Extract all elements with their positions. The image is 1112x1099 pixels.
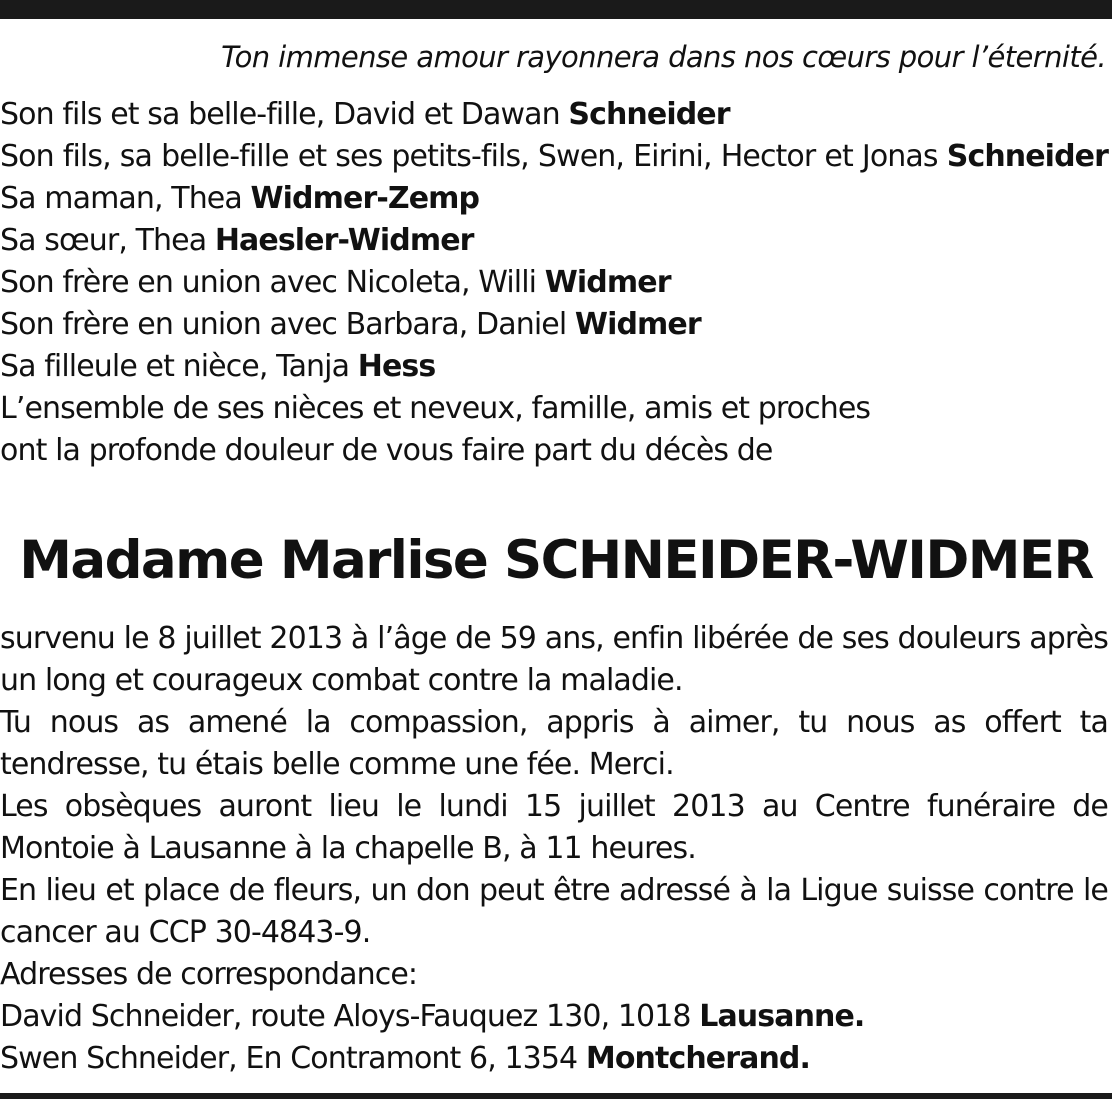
correspondence-address: David Schneider, route Aloys-Fauquez 130, 1018 Lausanne.	[0, 999, 865, 1034]
family-line: Sa sœur, Thea Haesler-Widmer	[0, 223, 474, 258]
correspondence-address: Swen Schneider, En Contramont 6, 1354 Montcherand.	[0, 1041, 811, 1076]
bottom-rule	[0, 1093, 1112, 1099]
family-line: ont la profonde douleur de vous faire part du décès de	[0, 433, 773, 468]
family-surname: Schneider	[568, 97, 730, 132]
family-line: Sa filleule et nièce, Tanja Hess	[0, 349, 436, 384]
paragraph: Les obsèques auront lieu le lundi 15 juillet 2013 au Centre funéraire de Montoie à Lausanne à la chapelle B, à 11 heures.	[0, 789, 1108, 866]
deceased-name: Madame Marlise SCHNEIDER-WIDMER	[19, 530, 1093, 591]
address-city: Montcherand.	[585, 1041, 811, 1076]
epigraph: Ton immense amour rayonnera dans nos cœurs pour l’éternité.	[221, 40, 1106, 74]
family-surname: Schneider	[946, 139, 1108, 174]
family-surname: Widmer-Zemp	[250, 181, 480, 216]
family-line: Son fils et sa belle-fille, David et Dawan Schneider	[0, 97, 730, 132]
correspondence-heading: Adresses de correspondance:	[0, 957, 418, 992]
family-surname: Haesler-Widmer	[214, 223, 474, 258]
paragraph: survenu le 8 juillet 2013 à l’âge de 59 ans, enfin libérée de ses douleurs après un long et courageux combat contre la maladie.	[0, 621, 1108, 698]
family-surname: Widmer	[574, 307, 701, 342]
family-line: Son frère en union avec Barbara, Daniel Widmer	[0, 307, 701, 342]
address-city: Lausanne.	[699, 999, 865, 1034]
family-line: Son frère en union avec Nicoleta, Willi Widmer	[0, 265, 671, 300]
family-announcement	[0, 94, 1108, 472]
family-surname: Widmer	[544, 265, 671, 300]
family-line: Sa maman, Thea Widmer-Zemp	[0, 181, 480, 216]
family-surname: Hess	[357, 349, 436, 384]
family-line: Son fils, sa belle-fille et ses petits-fils, Swen, Eirini, Hector et Jonas Schneider	[0, 139, 1108, 174]
family-line: L’ensemble de ses nièces et neveux, famille, amis et proches	[0, 391, 871, 426]
top-rule	[0, 0, 1112, 19]
announcement-body	[0, 618, 1108, 1080]
paragraph: En lieu et place de fleurs, un don peut être adressé à la Ligue suisse contre le cancer au CCP 30-4843-9.	[0, 873, 1108, 950]
paragraph: Tu nous as amené la compassion, appris à aimer, tu nous as offert ta tendresse, tu étais belle comme une fée. Merci.	[0, 705, 1108, 782]
